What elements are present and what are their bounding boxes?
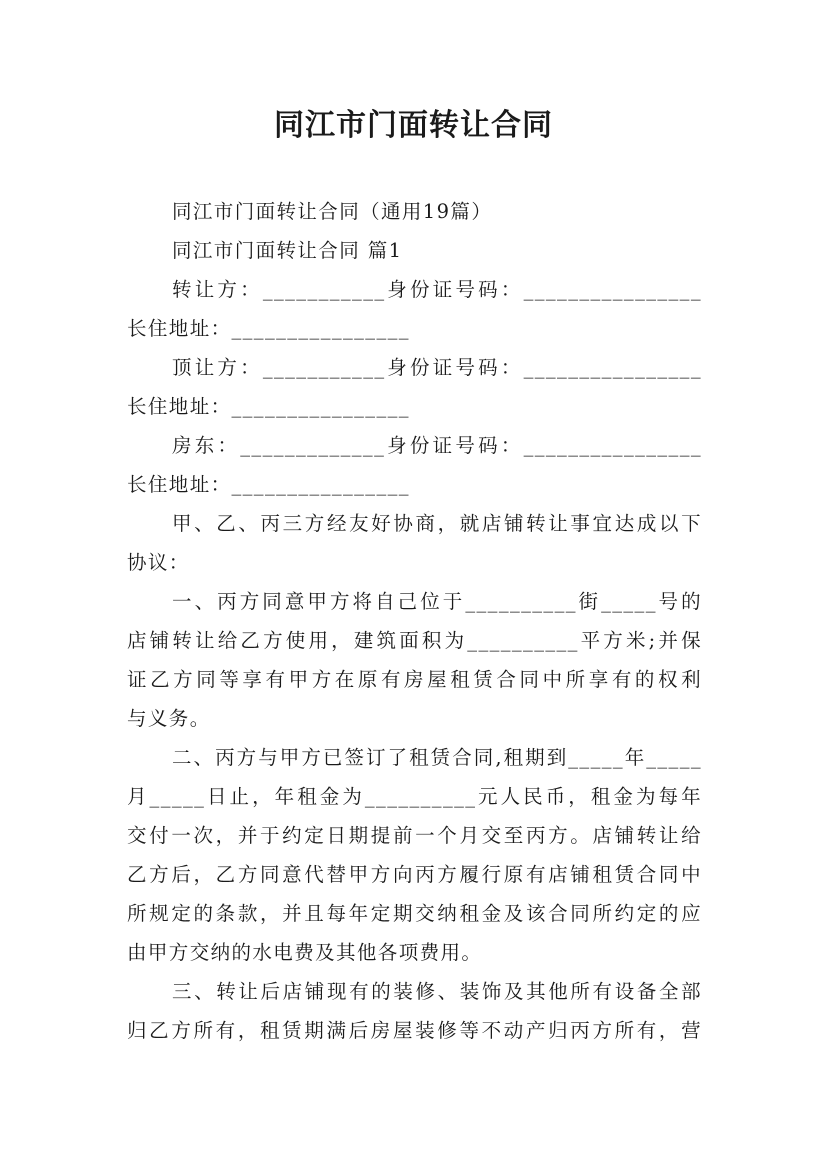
doc-line-21: 三、转让后店铺现有的装修、装饰及其他所有设备全部 <box>172 980 702 1003</box>
doc-line-9: 甲、乙、丙三方经友好协商，就店铺转让事宜达成以下 <box>172 512 702 535</box>
doc-line-16: 月_____日止，年租金为__________元人民币，租金为每年 <box>127 785 702 808</box>
doc-line-3: 转让方：___________身份证号码：________________ <box>172 278 702 301</box>
doc-line-19: 所规定的条款，并且每年定期交纳租金及该合同所约定的应 <box>127 902 702 925</box>
doc-line-2: 同江市门面转让合同 篇1 <box>172 239 403 262</box>
doc-line-4: 长住地址：________________ <box>127 317 410 340</box>
doc-line-17: 交付一次，并于约定日期提前一个月交至丙方。店铺转让给 <box>127 824 702 847</box>
doc-line-10: 协议： <box>127 551 190 574</box>
doc-line-13: 证乙方同等享有甲方在原有房屋租赁合同中所享有的权利 <box>127 668 702 691</box>
doc-line-14: 与义务。 <box>127 707 211 730</box>
doc-line-8: 长住地址：________________ <box>127 473 410 496</box>
doc-line-20: 由甲方交纳的水电费及其他各项费用。 <box>127 941 483 964</box>
doc-line-15: 二、丙方与甲方已签订了租赁合同,租期到_____年_____ <box>172 746 702 769</box>
doc-line-6: 长住地址：________________ <box>127 395 410 418</box>
document-title: 同江市门面转让合同 <box>274 108 553 143</box>
doc-line-7: 房东：_____________身份证号码：________________ <box>172 434 702 457</box>
doc-line-1: 同江市门面转让合同（通用19篇） <box>172 200 493 223</box>
doc-line-5: 顶让方：___________身份证号码：________________ <box>172 356 702 379</box>
doc-line-12: 店铺转让给乙方使用，建筑面积为__________平方米;并保 <box>127 629 702 652</box>
doc-line-11: 一、丙方同意甲方将自己位于__________街_____号的 <box>172 590 702 613</box>
doc-line-22: 归乙方所有，租赁期满后房屋装修等不动产归丙方所有，营 <box>127 1019 702 1042</box>
doc-line-18: 乙方后，乙方同意代替甲方向丙方履行原有店铺租赁合同中 <box>127 863 702 886</box>
